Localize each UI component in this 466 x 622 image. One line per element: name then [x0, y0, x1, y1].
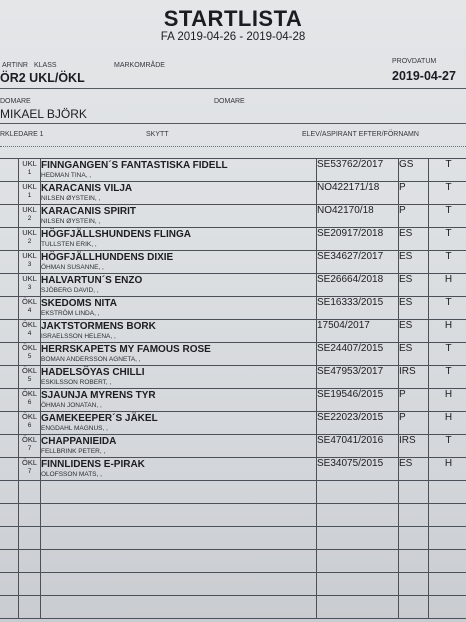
sex-code: H — [429, 412, 466, 435]
owner-name: NILSEN ØYSTEIN, , — [41, 195, 101, 202]
owner-name: BOMAN ANDERSSON AGNETA, , — [41, 356, 141, 363]
class-code: ÖKL — [21, 412, 37, 421]
start-number: 6 — [27, 422, 32, 429]
header-rule — [0, 88, 466, 89]
reg-number: SE34627/2017 — [317, 251, 399, 274]
table-row — [0, 343, 466, 366]
blank-cell — [0, 205, 19, 228]
class-code: ÖKL — [21, 435, 37, 444]
class-cell — [19, 343, 41, 366]
table-row — [0, 228, 466, 251]
dog-cell — [41, 274, 317, 297]
class-cell — [19, 251, 41, 274]
label-provdatum: PROVDATUM — [392, 58, 437, 65]
class-code: ÖKL — [21, 389, 37, 398]
reg-number: SE34075/2015 — [317, 458, 399, 481]
blank-cell — [0, 366, 19, 389]
start-number: 5 — [27, 353, 32, 360]
class-cell — [19, 435, 41, 458]
breed-code: ES — [399, 297, 429, 320]
class-value: ÖR2 UKL/ÖKL — [0, 71, 85, 85]
dog-cell — [41, 435, 317, 458]
sex-code: H — [429, 274, 466, 297]
start-number: 7 — [27, 468, 32, 475]
start-number: 7 — [27, 445, 32, 452]
reg-number: SE47953/2017 — [317, 366, 399, 389]
dog-name: HÖGFJÄLLHUNDENS DIXIE — [41, 252, 174, 263]
empty-cell — [0, 550, 19, 573]
owner-name: ISRAELSSON HELENA, , — [41, 333, 116, 340]
table-row — [0, 458, 466, 481]
class-cell — [19, 320, 41, 343]
table-row — [0, 159, 466, 182]
breed-code: P — [399, 389, 429, 412]
reg-number: SE20917/2018 — [317, 228, 399, 251]
empty-cell — [399, 573, 429, 596]
entries-table — [0, 158, 466, 619]
empty-cell — [429, 596, 466, 619]
class-cell — [19, 274, 41, 297]
blank-cell — [0, 274, 19, 297]
dog-name: KARACANIS VILJA — [41, 183, 133, 194]
dog-cell — [41, 320, 317, 343]
owner-name: ÖHMAN JONATAN, , — [41, 402, 102, 409]
sex-code: H — [429, 389, 466, 412]
class-cell — [19, 412, 41, 435]
blank-cell — [0, 435, 19, 458]
class-code: UKL — [22, 228, 37, 237]
empty-row — [0, 481, 466, 504]
empty-row — [0, 550, 466, 573]
blank-cell — [0, 389, 19, 412]
label-elev: ELEV/ASPIRANT EFTER/FÖRNAMN — [302, 131, 419, 138]
class-code: UKL — [22, 274, 37, 283]
dog-name: JAKTSTORMENS BORK — [41, 321, 156, 332]
class-code: UKL — [22, 205, 37, 214]
empty-cell — [317, 481, 399, 504]
start-number: 4 — [27, 307, 32, 314]
table-row — [0, 366, 466, 389]
reg-number: NO422171/18 — [317, 182, 399, 205]
empty-cell — [429, 527, 466, 550]
dog-name: GAMEKEEPER´S JÄKEL — [41, 413, 158, 424]
empty-cell — [0, 504, 19, 527]
start-number: 2 — [27, 238, 32, 245]
dog-cell — [41, 251, 317, 274]
judge-name: MIKAEL BJÖRK — [0, 107, 87, 121]
table-row — [0, 274, 466, 297]
empty-cell — [19, 527, 41, 550]
dog-name: HERRSKAPETS MY FAMOUS ROSE — [41, 344, 211, 355]
class-cell — [19, 205, 41, 228]
blank-cell — [0, 297, 19, 320]
label-provledare: RKLEDARE 1 — [0, 131, 44, 138]
empty-row — [0, 504, 466, 527]
breed-code: ES — [399, 228, 429, 251]
judge-rule — [0, 123, 466, 124]
empty-cell — [41, 573, 317, 596]
table-row — [0, 251, 466, 274]
label-domare-1: DOMARE — [0, 98, 31, 105]
sex-code: T — [429, 182, 466, 205]
blank-cell — [0, 343, 19, 366]
start-number: 4 — [27, 330, 32, 337]
table-row — [0, 320, 466, 343]
owner-name: HEDMAN TINA, , — [41, 172, 92, 179]
empty-cell — [317, 596, 399, 619]
breed-code: ES — [399, 251, 429, 274]
dog-cell — [41, 159, 317, 182]
empty-row — [0, 527, 466, 550]
table-row — [0, 389, 466, 412]
breed-code: IRS — [399, 366, 429, 389]
breed-code: P — [399, 205, 429, 228]
empty-cell — [429, 573, 466, 596]
empty-cell — [0, 527, 19, 550]
sex-code: T — [429, 343, 466, 366]
sex-code: T — [429, 159, 466, 182]
dog-name: FINNLIDENS E-PIRAK — [41, 459, 145, 470]
owner-name: FELLBRINK PETER, , — [41, 448, 106, 455]
breed-code: GS — [399, 159, 429, 182]
blank-cell — [0, 458, 19, 481]
reg-number: SE53762/2017 — [317, 159, 399, 182]
empty-cell — [41, 596, 317, 619]
class-code: ÖKL — [21, 458, 37, 467]
blank-cell — [0, 182, 19, 205]
class-cell — [19, 297, 41, 320]
blank-cell — [0, 228, 19, 251]
dog-cell — [41, 343, 317, 366]
empty-cell — [19, 550, 41, 573]
empty-cell — [19, 596, 41, 619]
table-row — [0, 297, 466, 320]
blank-cell — [0, 159, 19, 182]
dog-cell — [41, 228, 317, 251]
blank-cell — [0, 320, 19, 343]
class-code: UKL — [22, 182, 37, 191]
breed-code: P — [399, 182, 429, 205]
breed-code: ES — [399, 274, 429, 297]
dog-cell — [41, 412, 317, 435]
class-code: UKL — [22, 159, 37, 168]
start-number: 5 — [27, 376, 32, 383]
dog-cell — [41, 366, 317, 389]
class-cell — [19, 228, 41, 251]
class-cell — [19, 182, 41, 205]
table-row — [0, 412, 466, 435]
empty-cell — [317, 527, 399, 550]
table-row — [0, 435, 466, 458]
empty-cell — [0, 573, 19, 596]
dog-cell — [41, 205, 317, 228]
reg-number: SE16333/2015 — [317, 297, 399, 320]
blank-cell — [0, 251, 19, 274]
start-number: 3 — [27, 284, 32, 291]
dog-name: HADELSÖYAS CHILLI — [41, 367, 145, 378]
dog-name: SKEDOMS NITA — [41, 298, 117, 309]
empty-cell — [399, 481, 429, 504]
start-number: 6 — [27, 399, 32, 406]
breed-code: IRS — [399, 435, 429, 458]
blank-cell — [0, 412, 19, 435]
class-cell — [19, 159, 41, 182]
sex-code: T — [429, 297, 466, 320]
breed-code: P — [399, 412, 429, 435]
class-code: ÖKL — [21, 297, 37, 306]
empty-cell — [399, 550, 429, 573]
empty-row — [0, 573, 466, 596]
dog-cell — [41, 297, 317, 320]
dog-cell — [41, 182, 317, 205]
sex-code: T — [429, 435, 466, 458]
owner-name: ENGDAHL MAGNUS, , — [41, 425, 108, 432]
class-cell — [19, 458, 41, 481]
breed-code: ES — [399, 343, 429, 366]
start-number: 1 — [27, 169, 32, 176]
owner-name: NILSEN ØYSTEIN, , — [41, 218, 101, 225]
owner-name: EKSTRÖM LINDA, , — [41, 310, 100, 317]
empty-cell — [41, 527, 317, 550]
breed-code: ES — [399, 320, 429, 343]
label-skytt: SKYTT — [146, 131, 169, 138]
reg-number: SE26664/2018 — [317, 274, 399, 297]
empty-cell — [317, 573, 399, 596]
dotted-separator — [0, 146, 466, 147]
reg-number: SE47041/2016 — [317, 435, 399, 458]
trial-date: 2019-04-27 — [392, 69, 456, 83]
start-number: 3 — [27, 261, 32, 268]
owner-name: TULLSTEN ERIK, , — [41, 241, 97, 248]
empty-cell — [317, 504, 399, 527]
sex-code: H — [429, 320, 466, 343]
empty-cell — [399, 596, 429, 619]
empty-cell — [19, 573, 41, 596]
dog-name: SJAUNJA MYRENS TYR — [41, 390, 156, 401]
dog-name: KARACANIS SPIRIT — [41, 206, 137, 217]
empty-cell — [317, 550, 399, 573]
empty-cell — [399, 504, 429, 527]
page-title: STARTLISTA — [163, 6, 303, 31]
label-startnr: ARTINR — [2, 62, 28, 69]
dog-cell — [41, 458, 317, 481]
empty-cell — [429, 504, 466, 527]
dog-name: HALVARTUN´S ENZO — [41, 275, 143, 286]
reg-number: 17504/2017 — [317, 320, 399, 343]
empty-cell — [0, 596, 19, 619]
sex-code: T — [429, 205, 466, 228]
start-number: 1 — [27, 192, 32, 199]
label-markomrade: MARKOMRÅDE — [114, 62, 165, 69]
empty-cell — [19, 504, 41, 527]
dog-name: HÖGFJÄLLSHUNDENS FLINGA — [41, 229, 191, 240]
start-number: 2 — [27, 215, 32, 222]
owner-name: OLOFSSON MATS, , — [41, 471, 102, 478]
reg-number: NO42170/18 — [317, 205, 399, 228]
trial-date-range: FA 2019-04-26 - 2019-04-28 — [160, 31, 306, 43]
class-code: ÖKL — [21, 343, 37, 352]
empty-cell — [41, 504, 317, 527]
table-row — [0, 205, 466, 228]
dog-cell — [41, 389, 317, 412]
class-cell — [19, 366, 41, 389]
empty-cell — [399, 527, 429, 550]
owner-name: SJÖBERG DAVID, , — [41, 287, 99, 294]
sex-code: H — [429, 458, 466, 481]
empty-cell — [429, 550, 466, 573]
reg-number: SE19546/2015 — [317, 389, 399, 412]
class-code: ÖKL — [21, 366, 37, 375]
empty-cell — [41, 550, 317, 573]
reg-number: SE22023/2015 — [317, 412, 399, 435]
class-cell — [19, 389, 41, 412]
empty-cell — [19, 481, 41, 504]
table-row — [0, 182, 466, 205]
reg-number: SE24407/2015 — [317, 343, 399, 366]
breed-code: ES — [399, 458, 429, 481]
dog-name: CHAPPANIEIDA — [41, 436, 117, 447]
label-klass: KLASS — [34, 62, 57, 69]
sex-code: T — [429, 228, 466, 251]
owner-name: ESKILSSON ROBERT, , — [41, 379, 112, 386]
empty-cell — [41, 481, 317, 504]
empty-cell — [429, 481, 466, 504]
class-code: UKL — [22, 251, 37, 260]
dog-name: FINNGANGEN´S FANTASTISKA FIDELL — [41, 160, 228, 171]
owner-name: ÖHMAN SUSANNE, , — [41, 264, 104, 271]
empty-cell — [0, 481, 19, 504]
sex-code: T — [429, 366, 466, 389]
empty-row — [0, 596, 466, 619]
label-domare-2: DOMARE — [214, 98, 245, 105]
class-code: ÖKL — [21, 320, 37, 329]
sex-code: T — [429, 251, 466, 274]
